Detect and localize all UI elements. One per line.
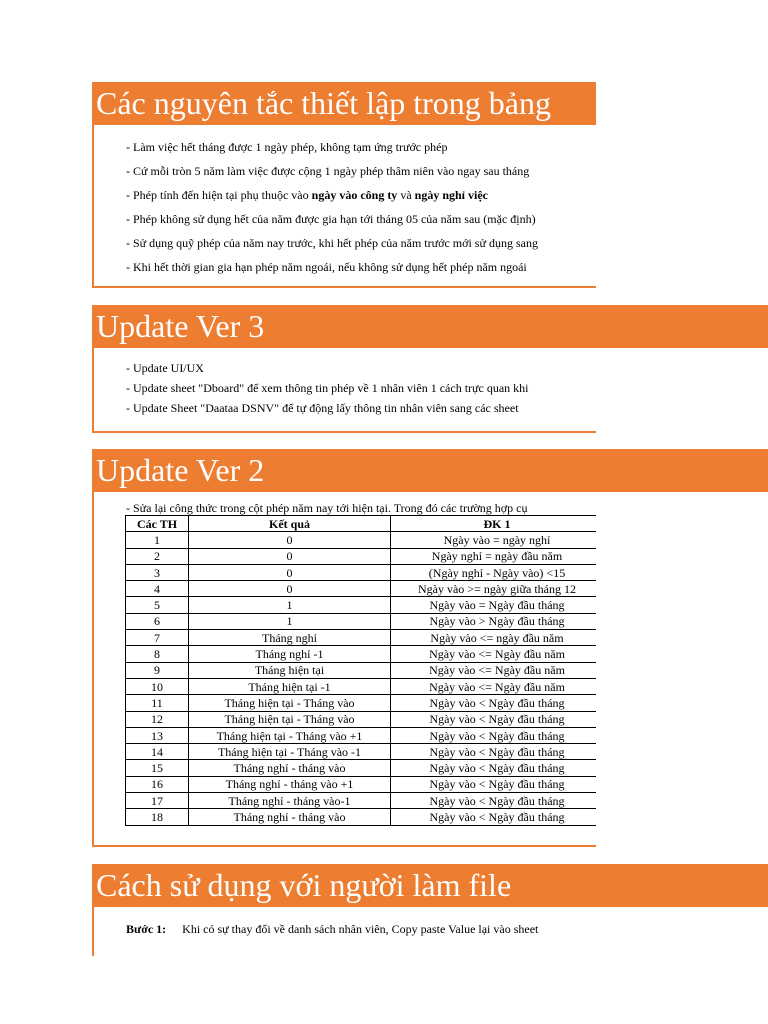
cell-case: 8 — [126, 646, 189, 662]
principle-line-5: - Sử dụng quỹ phép của năm nay trước, khi hết phép của năm trước mới sử dụng sang — [126, 236, 538, 250]
table-row — [126, 744, 597, 760]
cell-result: 0 — [189, 581, 391, 597]
table-row — [126, 793, 597, 809]
ver3-section — [92, 305, 768, 433]
cell-result: Tháng hiện tại - Tháng vào — [189, 711, 391, 727]
cell-condition: Ngày vào > Ngày đầu tháng — [391, 613, 597, 629]
section-header — [92, 82, 596, 125]
table-row — [126, 809, 597, 825]
cell-condition: Ngày vào < Ngày đầu tháng — [391, 793, 597, 809]
cell-condition: Ngày vào < Ngày đầu tháng — [391, 760, 597, 776]
principle-line-3-and: và — [397, 188, 415, 202]
ver3-line-1: - Update UI/UX — [126, 361, 204, 375]
cell-result: Tháng hiện tại -1 — [189, 678, 391, 694]
cell-condition: Ngày vào < Ngày đầu tháng — [391, 744, 597, 760]
principles-section — [92, 82, 768, 288]
cell-case: 17 — [126, 793, 189, 809]
section-title: Update Ver 3 — [96, 308, 265, 344]
principle-line-2: - Cứ mỗi tròn 5 năm làm việc được cộng 1 ngày phép thâm niên vào ngay sau tháng — [126, 164, 530, 178]
cell-result: 0 — [189, 564, 391, 580]
cell-case: 1 — [126, 532, 189, 548]
cell-result: Tháng nghỉ - tháng vào +1 — [189, 776, 391, 792]
usage-step-1 — [126, 922, 538, 936]
cell-case: 2 — [126, 548, 189, 564]
cell-case: 15 — [126, 760, 189, 776]
table-row — [126, 727, 597, 743]
table-row — [126, 613, 597, 629]
principle-line-6: - Khi hết thời gian gia hạn phép năm ngoái, nếu không sử dụng hết phép năm ngoái — [126, 260, 527, 274]
cell-result: Tháng hiện tại - Tháng vào -1 — [189, 744, 391, 760]
cell-case: 7 — [126, 630, 189, 646]
cell-case: 11 — [126, 695, 189, 711]
cell-condition: Ngày vào = ngày nghỉ — [391, 532, 597, 548]
header-result: Kết quả — [189, 516, 391, 532]
cases-table — [125, 515, 596, 826]
ver3-line-2: - Update sheet "Dboard" để xem thông tin phép về 1 nhân viên 1 cách trực quan khi — [126, 381, 529, 395]
usage-lines — [126, 922, 596, 938]
cell-case: 18 — [126, 809, 189, 825]
cell-condition: (Ngày nghỉ - Ngày vào) <15 — [391, 564, 597, 580]
table-row — [126, 597, 597, 613]
principle-line-3-text: - Phép tính đến hiện tại phụ thuộc vào — [126, 188, 312, 202]
cell-result: Tháng nghỉ -1 — [189, 646, 391, 662]
cell-result: Tháng nghỉ - tháng vào-1 — [189, 793, 391, 809]
cell-result: Tháng nghỉ - tháng vào — [189, 760, 391, 776]
cell-case: 9 — [126, 662, 189, 678]
cell-result: 0 — [189, 548, 391, 564]
ver3-lines — [126, 361, 596, 421]
cell-case: 5 — [126, 597, 189, 613]
table-body — [126, 532, 597, 825]
bold-leave-date: ngày nghỉ việc — [414, 188, 488, 202]
cell-condition: Ngày vào < Ngày đầu tháng — [391, 727, 597, 743]
step-label: Bước 1: — [126, 922, 167, 936]
cell-result: 1 — [189, 613, 391, 629]
cell-case: 3 — [126, 564, 189, 580]
step-text: Khi có sự thay đổi về danh sách nhân viên, Copy paste Value lại vào sheet — [182, 922, 539, 936]
principle-line-4: - Phép không sử dụng hết của năm được gia hạn tới tháng 05 của năm sau (mặc định) — [126, 212, 536, 226]
cell-result: 0 — [189, 532, 391, 548]
section-header — [92, 305, 768, 348]
cell-condition: Ngày vào < Ngày đầu tháng — [391, 776, 597, 792]
cell-result: Tháng nghỉ — [189, 630, 391, 646]
cell-result: 1 — [189, 597, 391, 613]
cell-condition: Ngày vào <= Ngày đầu năm — [391, 646, 597, 662]
table-row — [126, 695, 597, 711]
cell-case: 6 — [126, 613, 189, 629]
table-row — [126, 581, 597, 597]
table-row — [126, 662, 597, 678]
cell-result: Tháng hiện tại - Tháng vào +1 — [189, 727, 391, 743]
cell-condition: Ngày vào <= Ngày đầu năm — [391, 678, 597, 694]
cell-case: 4 — [126, 581, 189, 597]
cases-table-clip — [92, 515, 596, 835]
bold-join-date: ngày vào công ty — [311, 188, 398, 202]
cell-condition: Ngày nghỉ = ngày đầu năm — [391, 548, 597, 564]
table-row — [126, 711, 597, 727]
table-row — [126, 646, 597, 662]
cell-case: 14 — [126, 744, 189, 760]
cell-case: 12 — [126, 711, 189, 727]
table-row — [126, 630, 597, 646]
section-header — [92, 864, 768, 907]
table-row — [126, 532, 597, 548]
cell-case: 16 — [126, 776, 189, 792]
table-row — [126, 548, 597, 564]
section-title: Update Ver 2 — [96, 452, 265, 488]
cell-condition: Ngày vào = Ngày đầu tháng — [391, 597, 597, 613]
cell-condition: Ngày vào <= ngày đầu năm — [391, 630, 597, 646]
table-header-row — [126, 516, 597, 532]
cell-case: 13 — [126, 727, 189, 743]
cell-condition: Ngày vào < Ngày đầu tháng — [391, 695, 597, 711]
cell-condition: Ngày vào < Ngày đầu tháng — [391, 711, 597, 727]
cell-condition: Ngày vào >= ngày giữa tháng 12 — [391, 581, 597, 597]
table-row — [126, 678, 597, 694]
principle-line-1: - Làm việc hết tháng được 1 ngày phép, không tạm ứng trước phép — [126, 140, 448, 154]
usage-section — [92, 864, 768, 956]
cell-result: Tháng hiện tại — [189, 662, 391, 678]
header-case: Các TH — [126, 516, 189, 532]
table-row — [126, 760, 597, 776]
cell-result: Tháng nghỉ - tháng vào — [189, 809, 391, 825]
ver3-line-3: - Update Sheet "Daataa DSNV" để tự động lấy thông tin nhân viên sang các sheet — [126, 401, 519, 415]
principles-lines — [126, 140, 596, 280]
section-title: Các nguyên tắc thiết lập trong bảng — [96, 85, 551, 121]
cell-result: Tháng hiện tại - Tháng vào — [189, 695, 391, 711]
header-condition: ĐK 1 — [391, 516, 597, 532]
cell-condition: Ngày vào < Ngày đầu tháng — [391, 809, 597, 825]
ver2-section — [92, 449, 768, 847]
section-title: Cách sử dụng với người làm file — [96, 867, 512, 903]
principle-line-3 — [126, 188, 488, 202]
table-row — [126, 564, 597, 580]
section-header — [92, 449, 768, 492]
ver2-intro: - Sửa lại công thức trong cột phép năm nay tới hiện tại. Trong đó các trường hợp cụ — [126, 501, 528, 515]
cell-condition: Ngày vào <= Ngày đầu năm — [391, 662, 597, 678]
cell-case: 10 — [126, 678, 189, 694]
table-row — [126, 776, 597, 792]
